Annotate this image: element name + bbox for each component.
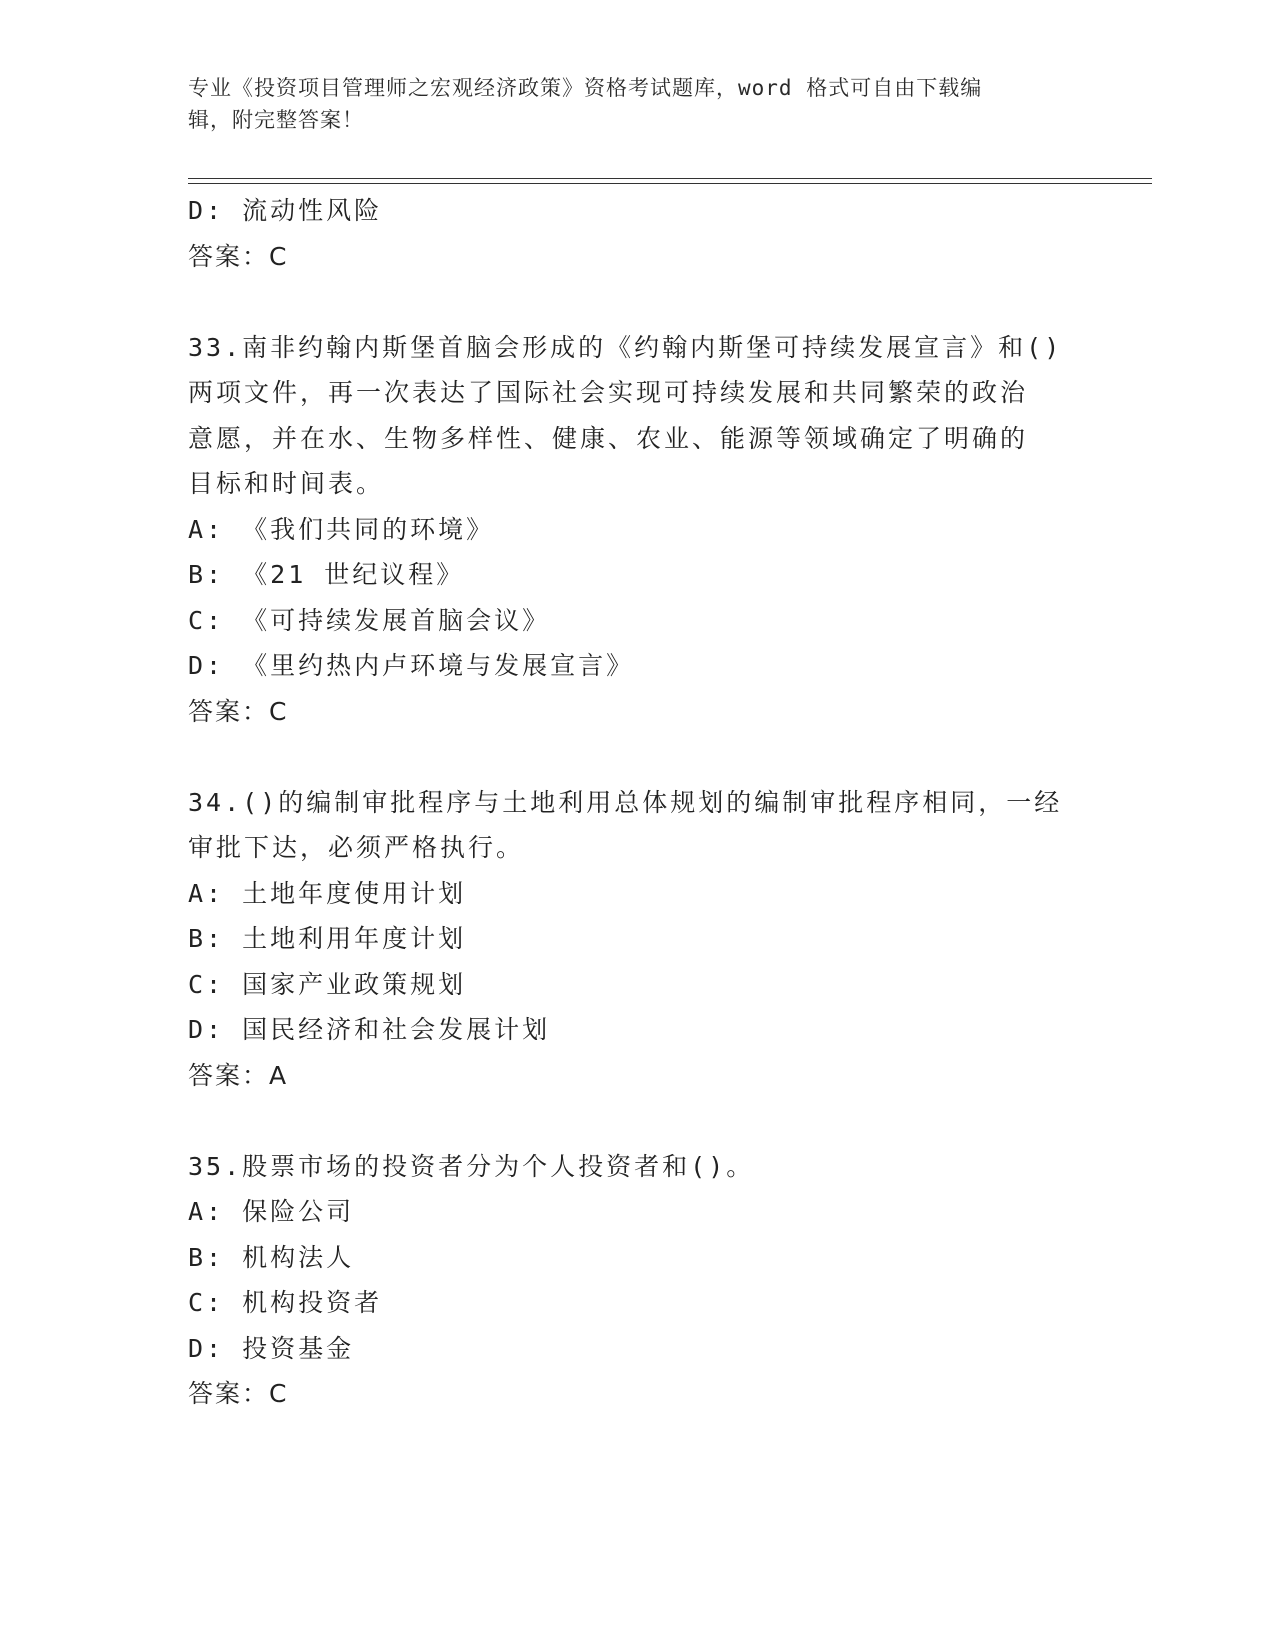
question-35 [188, 1144, 1088, 1417]
question-stem-line: 34.()的编制审批程序与土地利用总体规划的编制审批程序相同，一经 [188, 787, 1063, 817]
option-d: D: 投资基金 [188, 1333, 355, 1363]
question-stem-line: 35.股票市场的投资者分为个人投资者和()。 [188, 1151, 755, 1181]
question-stem-line: 审批下达，必须严格执行。 [188, 833, 525, 862]
header-line-1: 专业《投资项目管理师之宏观经济政策》资格考试题库，word 格式可自由下载编 [188, 76, 983, 100]
answer-line: 答案：C [188, 241, 289, 271]
header-divider-secondary [188, 183, 1152, 184]
option-c: C: 国家产业政策规划 [188, 969, 467, 999]
spacer [188, 734, 1088, 780]
option-a: A: 土地年度使用计划 [188, 878, 467, 908]
question-stem-line: 目标和时间表。 [188, 469, 385, 498]
option-a: A: 《我们共同的环境》 [188, 514, 495, 544]
page-header [188, 72, 1078, 136]
question-stem-line: 意愿，并在水、生物多样性、健康、农业、能源等领域确定了明确的 [188, 423, 1029, 453]
answer-line: 答案：C [188, 1379, 289, 1408]
option-b: B: 《21 世纪议程》 [188, 560, 465, 589]
spacer [188, 1098, 1088, 1144]
answer-line: 答案：A [188, 1060, 289, 1090]
document-body [188, 188, 1088, 1417]
option-c: C: 《可持续发展首脑会议》 [188, 605, 551, 635]
option-b: B: 机构法人 [188, 1242, 355, 1272]
header-divider [188, 178, 1152, 179]
header-line-2: 辑，附完整答案！ [188, 108, 364, 132]
question-stem-line: 33.南非约翰内斯堡首脑会形成的《约翰内斯堡可持续发展宣言》和() [188, 332, 1063, 362]
previous-question-tail [188, 188, 1088, 279]
option-d: D: 国民经济和社会发展计划 [188, 1015, 551, 1044]
option-d: D: 《里约热内卢环境与发展宣言》 [188, 651, 635, 680]
question-34 [188, 780, 1088, 1099]
option-c: C: 机构投资者 [188, 1288, 383, 1317]
question-stem-line: 两项文件，再一次表达了国际社会实现可持续发展和共同繁荣的政治 [188, 378, 1029, 407]
question-33 [188, 325, 1088, 735]
option-d: D: 流动性风险 [188, 196, 383, 225]
option-b: B: 土地利用年度计划 [188, 924, 467, 953]
answer-line: 答案：C [188, 696, 289, 726]
option-a: A: 保险公司 [188, 1197, 355, 1226]
spacer [188, 279, 1088, 325]
